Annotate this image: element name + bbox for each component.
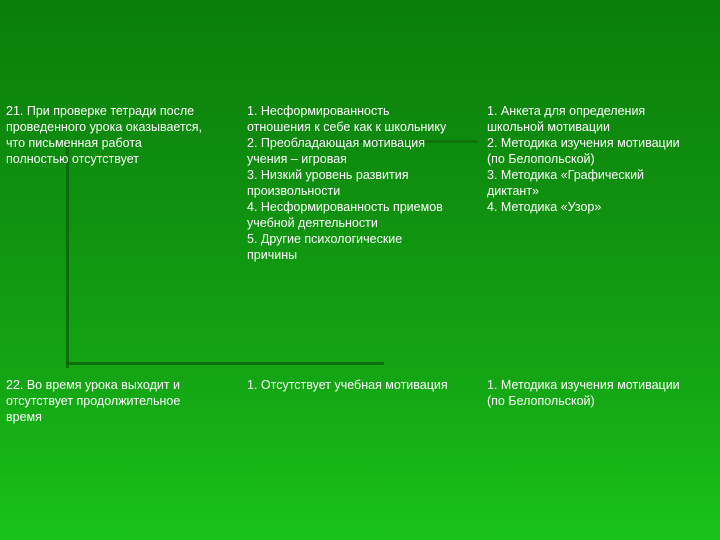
situation-cell: 22. Во время урока выходит и отсутствует продолжительное время [6,378,181,424]
causes-cell: 1. Несформированность отношения к себе как к школьнику 2. Преобладающая мотивация учения – игровая 3. Низкий уровень развития произвольности 4. Несформированность приемов учебной деятельности 5. Другие психологические причины [247,104,447,262]
methods-cell: 1. Методика изучения мотивации (по Белопольской) [487,378,680,408]
methods-cell: 1. Анкета для определения школьной мотивации 2. Методика изучения мотивации (по Белопольской) 3. Методика «Графический диктант» 4. Методика «Узор» [487,104,680,214]
situation-cell: 21. При проверке тетради после проведенного урока оказывается, что письменная работа полностью отсутствует [6,104,203,166]
causes-cell: 1. Отсутствует учебная мотивация [247,378,448,392]
